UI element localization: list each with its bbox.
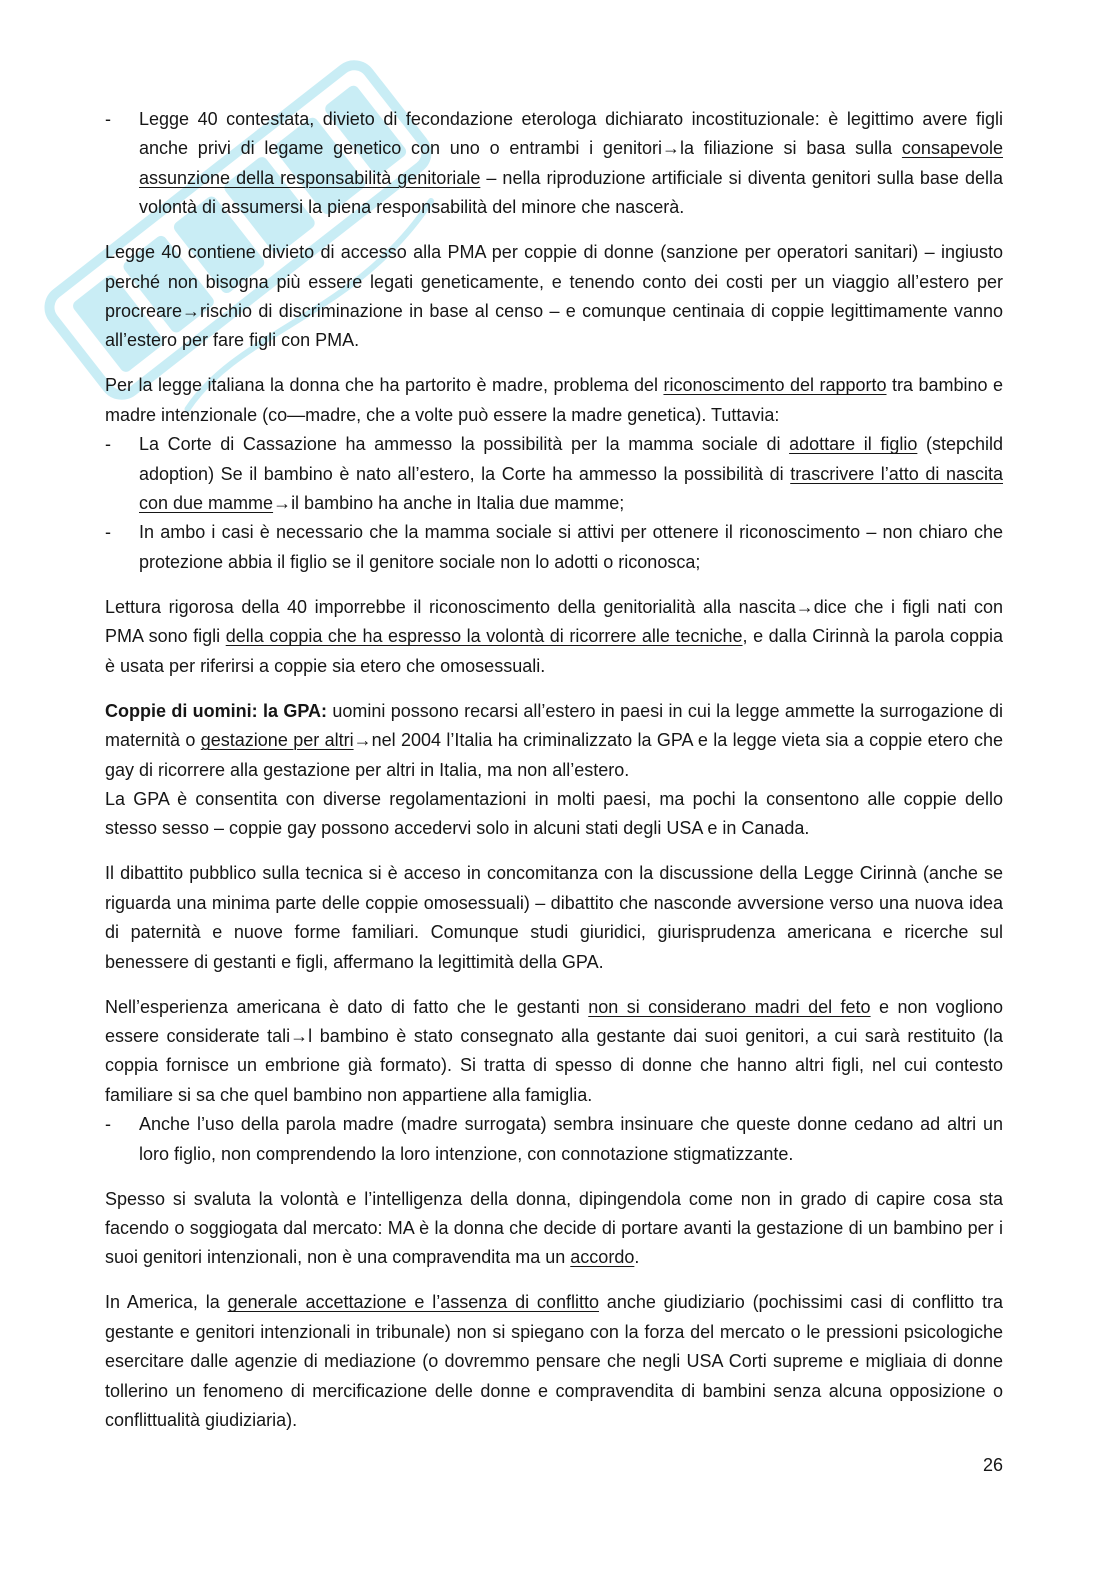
- section: [105, 993, 1003, 1169]
- paragraph: [105, 593, 1003, 681]
- section: [105, 371, 1003, 577]
- section: [105, 1185, 1003, 1273]
- arrow-symbol: →: [661, 138, 680, 159]
- text-run: uomini possono recarsi all’estero in paesi in cui la legge ammette la surrogazione di maternità o: [105, 700, 1003, 751]
- paragraph: [105, 859, 1003, 977]
- paragraph: [105, 238, 1003, 356]
- bullet-dash: -: [105, 522, 111, 543]
- arrow-symbol: →: [290, 1025, 309, 1046]
- underlined-text: trascrivere l’atto di nascita con due mamme: [139, 463, 1003, 514]
- bullet-dash: -: [105, 1114, 111, 1135]
- bullet-item: [105, 105, 1003, 223]
- text-run: .: [634, 1247, 640, 1268]
- text-run: l bambino è stato consegnato alla gestante dai suoi genitori, a cui sarà restituito (la coppia fornisce un embrione già formato). Si tratta di spesso di donne che hanno altri figli, nel cui contesto familiare si sa che quel bambino non appartiene alla famiglia.: [105, 1025, 1003, 1105]
- text-run: dice che i figli nati con PMA sono figli: [105, 596, 1003, 647]
- paragraph: [105, 697, 1003, 785]
- text-run: Spesso si svaluta la volontà e l’intelligenza della donna, dipingendola come non in grado di capire cosa sta facendo o soggiogata dal mercato: MA è la donna che decide di portare avanti la gestazione di un bambino per i suoi genitori intenzionali, non è una compravendita ma un: [105, 1188, 1003, 1268]
- text-run: – nella riproduzione artificiale si diventa genitori sulla base della volontà di assumersi la piena responsabilità del minore che nascerà.: [139, 167, 1004, 218]
- document-body: [105, 105, 1003, 1435]
- underlined-text: accordo: [570, 1247, 635, 1268]
- underlined-text: gestazione per altri: [200, 730, 354, 751]
- text-run: La GPA è consentita con diverse regolamentazioni in molti paesi, ma pochi la consentono alle coppie dello stesso sesso – coppie gay possono accedervi solo in alcuni stati degli USA e in Canada.: [105, 788, 1003, 839]
- arrow-symbol: →: [353, 730, 372, 751]
- paragraph: [105, 1185, 1003, 1273]
- text-run: nel 2004 l’Italia ha criminalizzato la GPA e la legge vieta sia a coppie etero che gay di ricorrere alla gestazione per altri in Italia, ma non all’estero.: [105, 730, 1003, 780]
- text-run: (stepchild adoption) Se il bambino è nato all’estero, la Corte ha ammesso la possibilità di: [139, 434, 1003, 484]
- bullet-item: [105, 1110, 1003, 1169]
- arrow-symbol: →: [795, 596, 814, 617]
- section: [105, 105, 1003, 223]
- bullet-dash: -: [105, 434, 111, 455]
- text-run: e non vogliono essere considerate tali: [105, 996, 1003, 1046]
- section: [105, 1288, 1003, 1435]
- page-number: 26: [982, 1455, 1003, 1475]
- text-run: anche giudiziario (pochissimi casi di conflitto tra gestante e genitori intenzionali in tribunale) non si spiegano con la forza del mercato o le pressioni psicologiche esercitare dalle agenzie di mediazione (o dovremmo pensare che negli USA Corti supreme e migliaia di donne tollerino un fenomeno di mercificazione delle donne e compravendita di bambini senza alcuna opposizione o conflittualità giudiziaria).: [105, 1292, 1003, 1430]
- section: [105, 697, 1003, 844]
- text-run: Per la legge italiana la donna che ha partorito è madre, problema del: [105, 375, 664, 396]
- text-run: la filiazione si basa sulla: [679, 138, 902, 159]
- arrow-symbol: →: [182, 301, 201, 322]
- underlined-text: non si considerano madri del feto: [588, 996, 871, 1017]
- underlined-text: generale accettazione e l’assenza di conflitto: [227, 1292, 599, 1313]
- bullet-item: [105, 430, 1003, 518]
- text-run: Anche l’uso della parola madre (madre surrogata) sembra insinuare che queste donne cedano ad altri un loro figlio, non comprendendo la loro intenzione, con connotazione stigmatizzante.: [139, 1114, 1003, 1164]
- underlined-text: riconoscimento del rapporto: [663, 375, 887, 396]
- bold-heading: Coppie di uomini: la GPA:: [105, 700, 327, 721]
- section: [105, 859, 1003, 977]
- paragraph: [105, 993, 1003, 1111]
- text-run: Legge 40 contestata, divieto di fecondazione eterologa dichiarato incostituzionale: è legittimo avere figli anche privi di legame genetico con uno o entrambi i genitori: [139, 109, 1003, 159]
- underlined-text: della coppia che ha espresso la volontà di ricorrere alle tecniche: [225, 626, 743, 647]
- underlined-text: consapevole assunzione della responsabilità genitoriale: [139, 138, 1003, 188]
- bullet-dash: -: [105, 109, 111, 129]
- text-run: Nell’esperienza americana è dato di fatto che le gestanti: [105, 996, 589, 1017]
- paragraph: [105, 371, 1003, 430]
- bullet-item: [105, 518, 1003, 577]
- text-run: il bambino ha anche in Italia due mamme;: [291, 493, 625, 514]
- text-run: Il dibattito pubblico sulla tecnica si è acceso in concomitanza con la discussione della Legge Cirinnà (anche se riguarda una minima parte delle coppie omosessuali) – dibattito che nasconde avversione verso una nuova idea di paternità e nuove forme familiari. Comunque studi giuridici, giurisprudenza americana e ricerche sul benessere di gestanti e figli, affermano la legittimità della GPA.: [105, 863, 1003, 972]
- arrow-symbol: →: [273, 493, 292, 514]
- text-run: Lettura rigorosa della 40 imporrebbe il riconoscimento della genitorialità alla nascita: [105, 596, 796, 617]
- section: [105, 593, 1003, 681]
- text-run: rischio di discriminazione in base al censo – e comunque centinaia di coppie legittimamente vanno all’estero per fare figli con PMA.: [105, 301, 1003, 351]
- text-run: Legge 40 contiene divieto di accesso alla PMA per coppie di donne (sanzione per operatori sanitari) – ingiusto perché non bisogna più essere legati geneticamente, e tenendo conto dei costi per un viaggio all’estero per procreare: [105, 242, 1003, 322]
- underlined-text: adottare il figlio: [789, 434, 918, 455]
- paragraph: [105, 1288, 1003, 1435]
- text-run: In America, la: [105, 1292, 228, 1313]
- text-run: tra bambino e madre intenzionale (co—madre, che a volte può essere la madre genetica). Tuttavia:: [105, 375, 1003, 425]
- section: [105, 238, 1003, 356]
- text-run: , e dalla Cirinnà la parola coppia è usata per riferirsi a coppie sia etero che omosessuali.: [105, 626, 1003, 676]
- text-run: La Corte di Cassazione ha ammesso la possibilità per la mamma sociale di: [139, 434, 790, 455]
- text-run: In ambo i casi è necessario che la mamma sociale si attivi per ottenere il riconoscimento – non chiaro che protezione abbia il figlio se il genitore sociale non lo adotti o riconosca;: [139, 522, 1003, 572]
- paragraph: [105, 785, 1003, 844]
